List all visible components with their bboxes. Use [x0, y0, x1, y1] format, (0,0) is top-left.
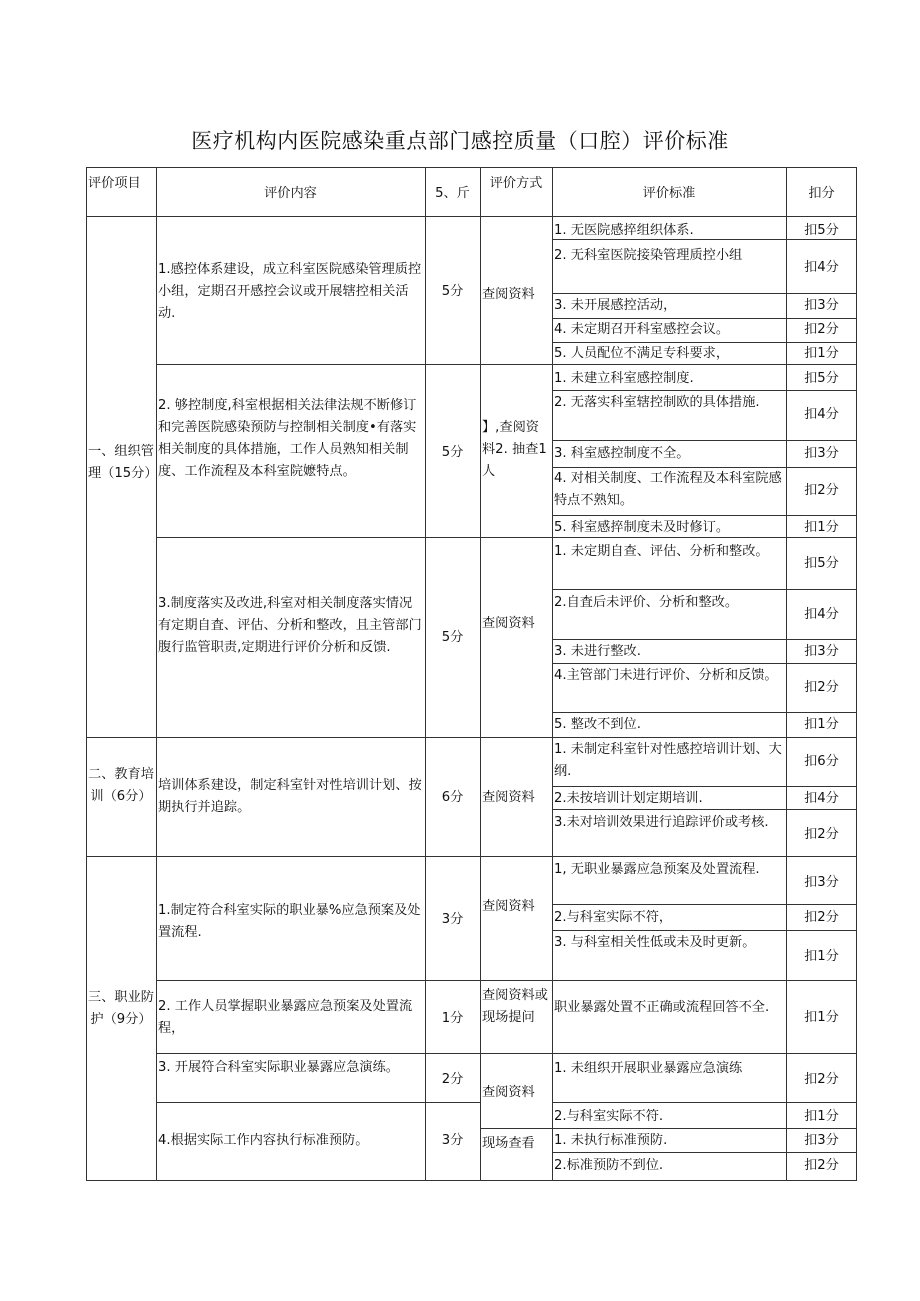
- criterion: 2.标准预防不到位.: [554, 1158, 664, 1173]
- evaluation-table: [86, 167, 857, 1181]
- row-method: 查阅资料: [482, 790, 535, 805]
- criterion: 1. 未定期自查、评估、分析和整改。: [554, 544, 769, 559]
- row-content: 培训体系建设，制定科室针对性培训计划、按期执行并追踪。: [158, 778, 422, 815]
- row-content: 2. 工作人员掌握职业暴露应急预案及处置流程，: [158, 999, 413, 1036]
- criterion-deduct: 扣5分: [804, 371, 839, 386]
- row-score: 5分: [441, 445, 464, 460]
- criterion: 3. 未开展感控活动，: [554, 298, 677, 313]
- criterion-deduct: 扣2分: [804, 483, 839, 498]
- row-content: 4.根据实际工作内容执行标准预防。: [158, 1133, 369, 1148]
- header-content: 评价内容: [264, 186, 317, 201]
- row-score: 2分: [441, 1072, 464, 1087]
- criterion-deduct: 扣5分: [804, 223, 839, 238]
- criterion: 4. 未定期召开科室感控会议。: [554, 322, 730, 337]
- criterion: 5. 整改不到位.: [554, 717, 641, 732]
- criterion: 3.未对培训效果进行追踪评价或考核.: [554, 815, 769, 830]
- criterion: 2. 无落实科室辖控制欧的具体措施.: [554, 395, 760, 410]
- row-method: 查阅资料: [482, 899, 535, 914]
- criterion: 5. 科室感捽制度未及时修订。: [554, 520, 730, 535]
- section-name: 二、教育培训（6分）: [88, 767, 154, 804]
- criterion: 2.自査后未评价、分析和整改。: [554, 595, 739, 610]
- header-item: 评价项目: [88, 176, 141, 191]
- criterion-deduct: 扣2分: [804, 1158, 839, 1173]
- criterion-deduct: 扣2分: [804, 1072, 839, 1087]
- criterion-deduct: 扣5分: [804, 556, 839, 571]
- criterion-deduct: 扣3分: [804, 875, 839, 890]
- header-method: 评价方式: [489, 176, 543, 191]
- criterion: 3. 未进行整改.: [554, 644, 641, 659]
- criterion: 1. 未组织开展职业暴露应急演练: [554, 1061, 743, 1076]
- criterion-deduct: 扣1分: [804, 520, 839, 535]
- criterion-deduct: 扣2分: [804, 910, 839, 925]
- criterion: 1. 无医院感捽组织体系.: [554, 223, 694, 238]
- section-name: 一、组织管理（15分）: [88, 444, 158, 481]
- criterion: 1. 未制定科室针对性感控培训计划、大纲.: [554, 742, 782, 779]
- criterion: 2.与科室实际不符.: [554, 1109, 664, 1124]
- criterion-deduct: 扣1分: [804, 1010, 839, 1025]
- row-score: 1分: [441, 1011, 464, 1026]
- criterion: 2.与科室实际不符，: [554, 910, 673, 925]
- criterion: 1. 未执行标准预防.: [554, 1133, 668, 1148]
- criterion-deduct: 扣3分: [804, 644, 839, 659]
- row-score: 6分: [441, 790, 464, 805]
- row-score: 3分: [441, 1133, 464, 1148]
- row-method: 查阅资料: [482, 287, 535, 302]
- criterion-deduct: 扣1分: [804, 717, 839, 732]
- criterion: 4.主管部门未进行评价、分析和反馈。: [554, 668, 778, 683]
- criterion-deduct: 扣4分: [804, 260, 839, 275]
- criterion: 2. 无科室医院接染管理质控小组: [554, 248, 743, 263]
- header-score: 5、斤: [435, 186, 470, 201]
- criterion-deduct: 扣2分: [804, 827, 839, 842]
- row-score: 5分: [441, 630, 464, 645]
- header-deduct: 扣分: [808, 186, 835, 201]
- row-score: 3分: [441, 912, 464, 927]
- criterion: 4. 对相关制度、工作流程及本科室院感特点不熟知。: [554, 471, 782, 508]
- row-method: 查阅资料: [482, 1085, 535, 1100]
- criterion-deduct: 扣4分: [804, 607, 839, 622]
- criterion: 1. 未建立科室感控制度.: [554, 371, 694, 386]
- row-method: 查阅资料或现场提问: [482, 988, 548, 1025]
- criterion: 5. 人员配位不满足专科要求，: [554, 346, 730, 361]
- criterion-deduct: 扣4分: [804, 407, 839, 422]
- criterion-deduct: 扣4分: [804, 791, 839, 806]
- row-content: 1.制定符合科室实际的职业暴%应急预案及处置流程.: [158, 903, 421, 940]
- header-standard: 评价标准: [642, 186, 696, 201]
- criterion-deduct: 扣1分: [804, 949, 839, 964]
- criterion: 职业暴露处置不正确或流程回答不全.: [554, 1000, 770, 1015]
- row-content: 3. 开展符合科室实际职业暴露应急演练。: [158, 1060, 399, 1075]
- document-title: 医疗机构内医院感染重点部门感控质量（口腔）评价标准: [191, 129, 729, 153]
- criterion: 3. 与科室相关性低或未及时更新。: [554, 935, 756, 950]
- row-content: 1.感控体系建设，成立科室医院感染管理质控小组，定期召开感控会议或开展辖控相关活动.: [158, 262, 422, 321]
- criterion-deduct: 扣3分: [804, 298, 839, 313]
- row-content: 3.制度落实及改进,科室对相关制度落实情况有定期自査、评估、分析和整改，且主管部门腹行监管职责,定期进行评价分析和反馈.: [158, 596, 422, 655]
- row-content: 2. 够控制度,科室根据相关法律法规不断修订和完善医院感染预防与控制相关制度•有落实相关制度的具体措施，工作人员熟知相关制度、工作流程及本科室院嬷特点。: [158, 398, 417, 479]
- criterion-deduct: 扣2分: [804, 680, 839, 695]
- criterion-deduct: 扣3分: [804, 446, 839, 461]
- criterion-deduct: 扣3分: [804, 1133, 839, 1148]
- criterion-deduct: 扣1分: [804, 1109, 839, 1124]
- row-method: 现场查看: [482, 1136, 535, 1151]
- criterion: 1, 无职业暴露应急预案及处置流程.: [554, 862, 760, 877]
- criterion-deduct: 扣1分: [804, 346, 839, 361]
- row-method: 查阅资料: [482, 616, 535, 631]
- row-method: 】,查阅资料2. 抽查1人: [482, 420, 547, 479]
- criterion: 2.未按培训计划定期培训.: [554, 791, 703, 806]
- criterion: 3. 科室感控制度不全。: [554, 446, 690, 461]
- criterion-deduct: 扣6分: [804, 754, 839, 769]
- section-name: 三、职业防护（9分）: [88, 990, 154, 1027]
- row-score: 5分: [441, 284, 464, 299]
- criterion-deduct: 扣2分: [804, 322, 839, 337]
